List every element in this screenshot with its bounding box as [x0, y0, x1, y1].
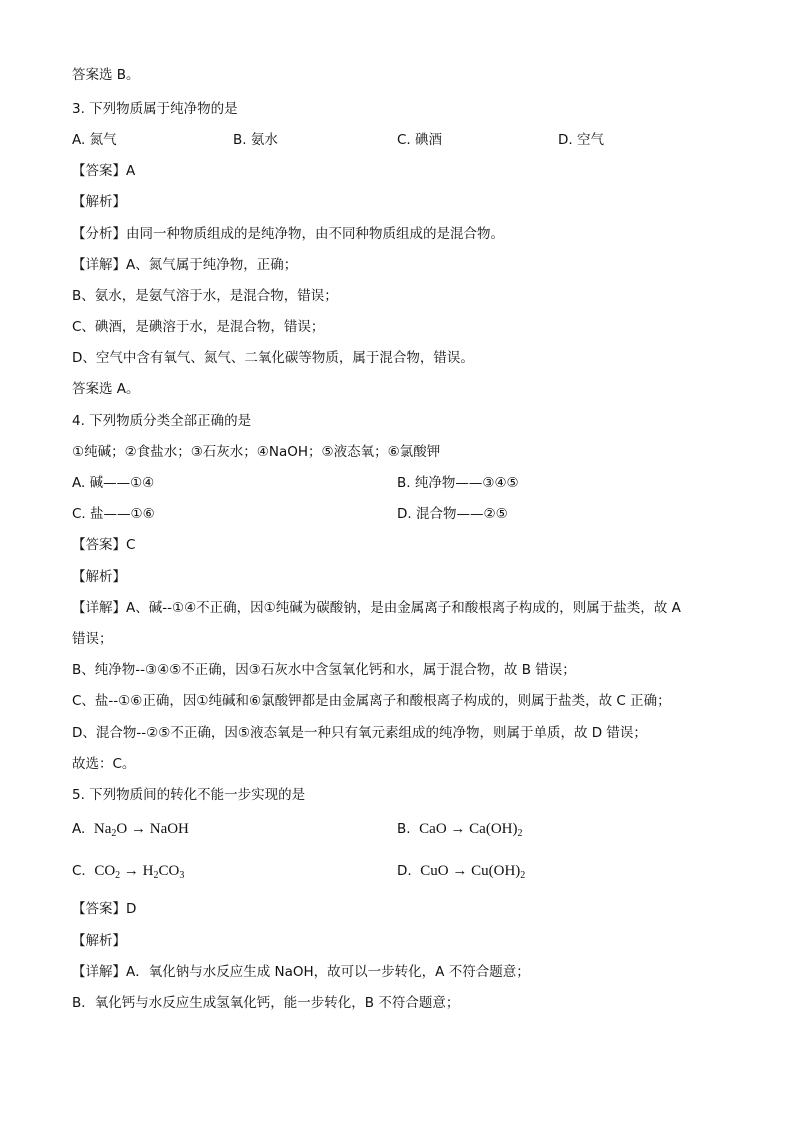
question-4-stem: 4. 下列物质分类全部正确的是: [72, 413, 252, 429]
q3-option-c: C. 碘酒: [397, 132, 443, 148]
q4-option-a: A. 碱——①④: [72, 475, 155, 491]
arrow-icon: →: [123, 863, 139, 879]
answer-line-q2: 答案选 B。: [72, 67, 140, 83]
q5-option-a: [72, 820, 189, 838]
q5-analysis-heading: 【解析】: [72, 933, 126, 949]
q3-detail-b: B、氨水，是氨气溶于水，是混合物，错误；: [72, 288, 338, 304]
q4-detail-d: D、混合物--②⑤不正确，因⑤液态氧是一种只有氧元素组成的纯净物，则属于单质，故 D 错误；: [72, 725, 647, 741]
q5-option-b-formula: CaO → $Ca(OH)_2$: [419, 821, 523, 839]
q4-option-d: D. 混合物——②⑤: [397, 506, 508, 522]
q4-answer: 【答案】C: [72, 537, 136, 553]
q3-option-b: B. 氨水: [233, 132, 278, 148]
q5-option-d: [397, 862, 525, 880]
q5-detail-a: 【详解】A．氧化钠与水反应生成 NaOH，故可以一步转化，A 不符合题意；: [72, 964, 530, 980]
q5-option-a-label: A.: [72, 821, 86, 837]
q5-answer: 【答案】D: [72, 901, 137, 917]
q4-detail-c: C、盐--①⑥正确，因①纯碱和⑥氯酸钾都是由金属离子和酸根离子构成的，则属于盐类，故 C 正确；: [72, 693, 671, 709]
q4-detail-a: 【详解】A、碱--①④不正确，因①纯碱为碳酸钠，是由金属离子和酸根离子构成的，则属于盐类，故 A: [72, 600, 681, 616]
q3-analysis-text: 【分析】由同一种物质组成的是纯净物，由不同种物质组成的是混合物。: [72, 226, 504, 242]
question-5-stem: 5. 下列物质间的转化不能一步实现的是: [72, 787, 306, 803]
q4-detail-b: B、纯净物--③④⑤不正确，因③石灰水中含氢氧化钙和水，属于混合物，故 B 错误；: [72, 662, 576, 678]
q5-option-d-formula: CuO → $Cu(OH)_2$: [420, 863, 526, 881]
q5-option-b: [397, 820, 522, 838]
q4-answer-line: 故选：C。: [72, 756, 136, 772]
question-3-stem: 3. 下列物质属于纯净物的是: [72, 101, 238, 117]
q3-detail-a: 【详解】A、氮气属于纯净物，正确；: [72, 257, 298, 273]
q4-analysis-heading: 【解析】: [72, 569, 126, 585]
q3-detail-c: C、碘酒，是碘溶于水，是混合物，错误；: [72, 319, 325, 335]
q5-option-c-formula: $CO_2 \to H_2CO_3$: [94, 863, 185, 881]
q5-option-c-label: C.: [72, 863, 86, 879]
q3-analysis-heading: 【解析】: [72, 194, 126, 210]
q5-option-b-label: B.: [397, 821, 411, 837]
q5-option-a-formula: $Na_2O$ → NaOH: [93, 821, 189, 839]
q3-answer-line: 答案选 A。: [72, 381, 140, 397]
q5-option-d-label: D.: [397, 863, 412, 879]
q3-answer: 【答案】A: [72, 163, 136, 179]
q4-substance-list: ①纯碱；②食盐水；③石灰水；④NaOH；⑤液态氧；⑥氯酸钾: [72, 444, 441, 460]
q3-option-a: A. 氮气: [72, 132, 117, 148]
q4-option-c: C. 盐——①⑥: [72, 506, 155, 522]
q3-detail-d: D、空气中含有氧气、氮气、二氧化碳等物质，属于混合物，错误。: [72, 350, 474, 366]
arrow-icon: →: [450, 821, 466, 837]
q5-detail-b: B．氧化钙与水反应生成氢氧化钙，能一步转化，B 不符合题意；: [72, 995, 460, 1011]
q5-option-c: [72, 862, 184, 880]
arrow-icon: →: [452, 863, 468, 879]
q4-detail-a-cont: 错误；: [72, 631, 113, 647]
q4-option-b: B. 纯净物——③④⑤: [397, 475, 519, 491]
q3-option-d: D. 空气: [558, 132, 604, 148]
arrow-icon: →: [130, 821, 146, 837]
